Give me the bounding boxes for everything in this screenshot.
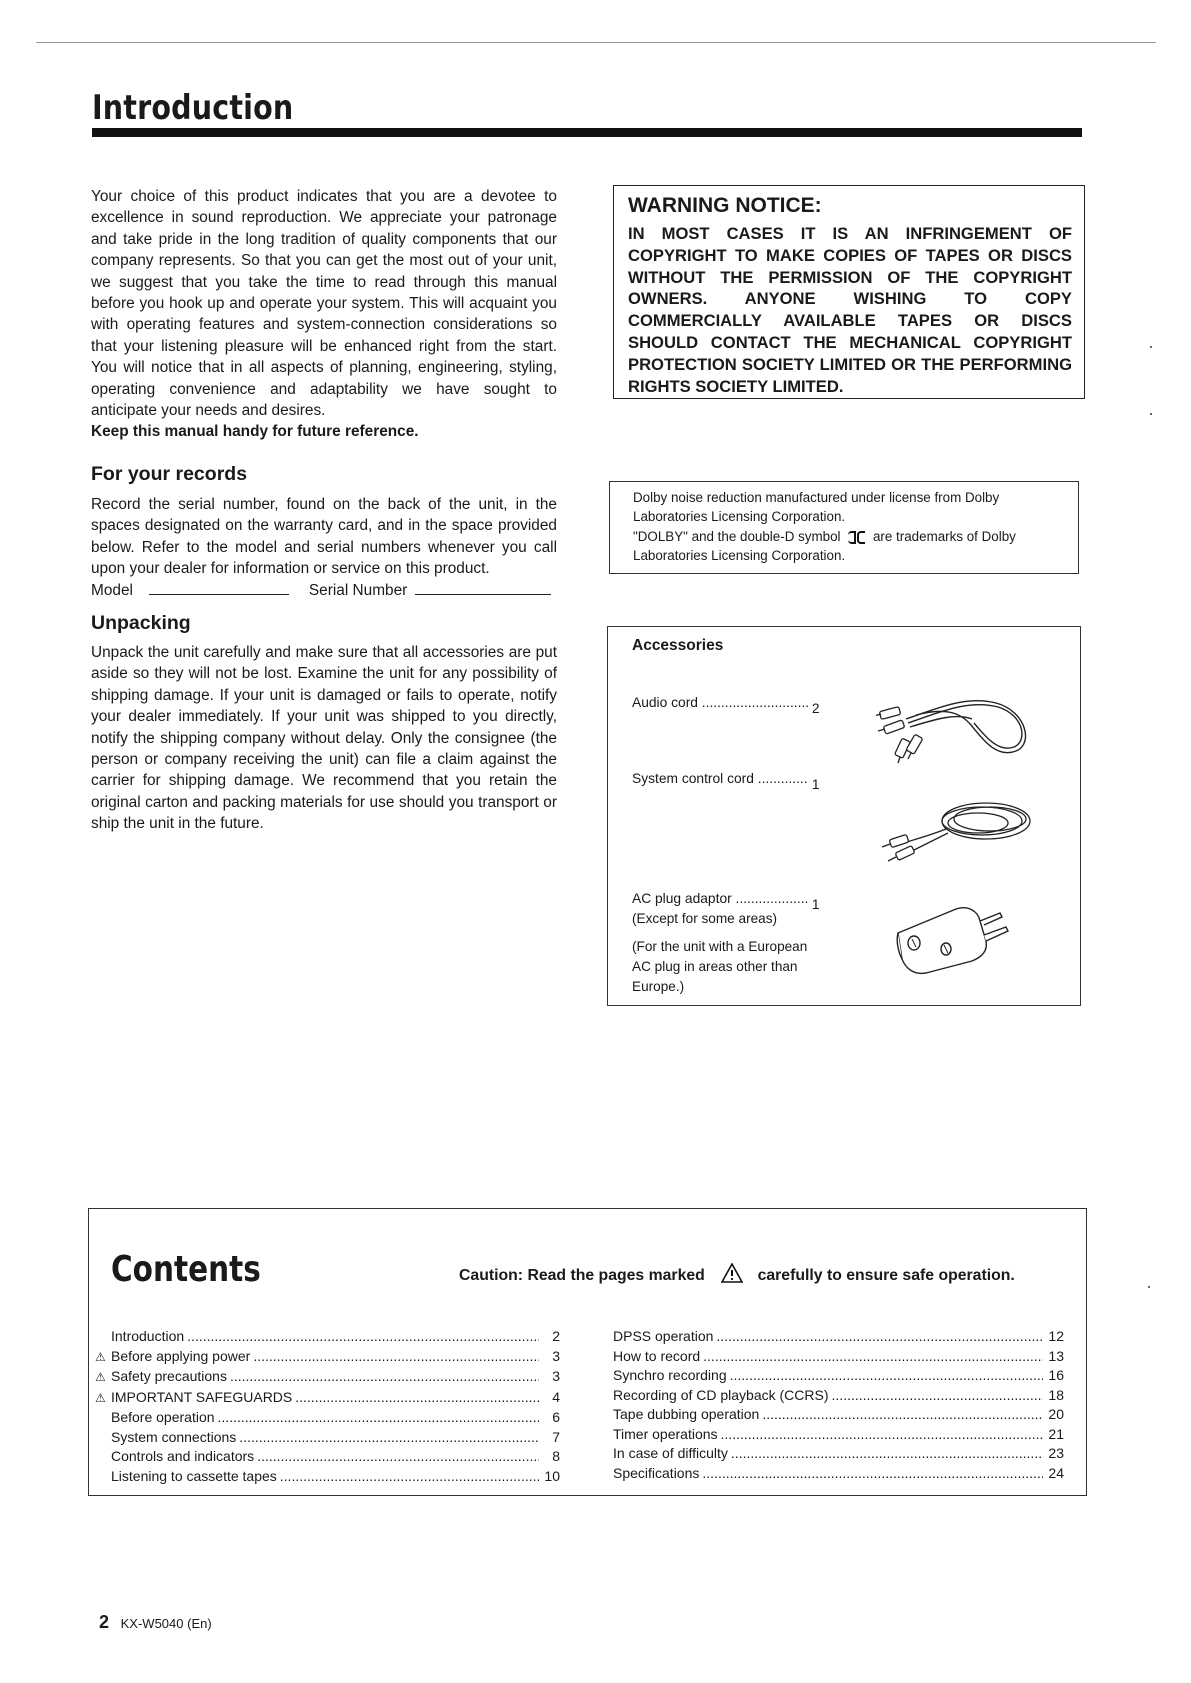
warning-body: IN MOST CASES IT IS AN INFRINGEMENT OF COPYRIGHT TO MAKE COPIES OF TAPES OR DISCS WITHOUT THE PERMISSION OF THE COPYRIGHT OWNERS. ANYONE WISHING TO COPY COMMERCIALLY AVAILABLE TAPES OR DISCS SHOULD CONTACT THE MECHANICAL COPYRIGHT PROTECTION SOCIETY LIMITED OR THE PERFORMING RIGHTS SOCIETY LIMITED. [628, 224, 1072, 396]
toc-page: 18 [1048, 1386, 1064, 1403]
toc-entry[interactable] [613, 1405, 1064, 1425]
toc-label: In case of difficulty [613, 1445, 728, 1461]
toc-entry[interactable] [613, 1366, 1064, 1386]
toc-mark: ⚠ [95, 1349, 106, 1364]
accessory-qty: 2 [811, 701, 820, 716]
scan-speck [1148, 1286, 1150, 1288]
warning-notice-box [613, 185, 1085, 399]
toc-leader [716, 1327, 1043, 1347]
dolby-line-2 [633, 527, 1062, 566]
page-number: 2 [99, 1612, 110, 1632]
unpacking-text: Unpack the unit carefully and make sure that all accessories are put aside so they will not be lost. Examine the unit for any possibility of shipping damage. If your unit is damaged or fails to operate, notify your dealer immediately. If your unit was shipped to you directly, notify the shipping company without delay. Only the consignee (the person or company receiving the unit) can file a claim against the carrier for shipping damage. We recommend that you retain the original carton and packing materials for use should you transport or ship the unit in the future. [91, 643, 557, 833]
toc-page: 13 [1048, 1347, 1064, 1364]
toc-leader [239, 1428, 539, 1448]
toc-page: 4 [552, 1388, 560, 1405]
toc-page: 23 [1048, 1445, 1064, 1461]
toc-entry[interactable] [613, 1386, 1064, 1406]
toc-leader [280, 1467, 539, 1487]
accessory-name: AC plug adaptor ..... [632, 889, 808, 909]
serial-blank-line [415, 594, 551, 595]
toc-page: 21 [1048, 1425, 1064, 1442]
toc-label: IMPORTANT SAFEGUARDS [111, 1388, 293, 1405]
accessory-qty: 1 [811, 777, 820, 792]
accessories-box [607, 626, 1081, 1006]
toc-label: Introduction [111, 1328, 185, 1344]
accessory-name: System control cord ..... [632, 769, 808, 789]
toc-label: Recording of CD playback (CCRS) [613, 1386, 829, 1403]
toc-page: 20 [1048, 1406, 1064, 1422]
toc-right-column [613, 1327, 1064, 1483]
accessories-title: Accessories [632, 637, 724, 654]
double-d-icon [848, 531, 865, 544]
serial-label: Serial Number [308, 581, 408, 599]
toc-page: 16 [1048, 1367, 1064, 1383]
toc-entry[interactable] [613, 1464, 1064, 1484]
top-rule [36, 42, 1156, 43]
toc-label: Before applying power [111, 1347, 251, 1364]
toc-label: Timer operations [613, 1425, 718, 1442]
toc-label: Synchro recording [613, 1367, 727, 1383]
keep-manual-note: Keep this manual handy for future reference. [91, 423, 419, 441]
toc-entry[interactable] [95, 1428, 560, 1448]
caution-text-end: carefully to ensure safe operation. [757, 1267, 1015, 1284]
toc-page: 6 [552, 1409, 560, 1425]
warning-triangle-icon [721, 1263, 743, 1283]
caution-line [459, 1263, 1015, 1285]
accessory-audio-cord [632, 693, 820, 719]
intro-paragraph: Your choice of this product indicates that you are a devotee to excellence in sound reproduction. We appreciate your patronage and take pride in the long tradition of quality components that our company represents. So that you can get the most out of your unit, we suggest that you take the time to read through this manual before you hook up and operate your system. This will acquaint you with operating features and system-connection considerations so that your listening pleasure will be enhanced right from the start. You will notice that in all aspects of planning, engineering, styling, operating convenience and adaptability we have sought to anticipate your needs and desires. [91, 188, 557, 420]
toc-entry[interactable] [95, 1408, 560, 1428]
toc-page: 8 [552, 1448, 560, 1464]
scan-speck [1150, 346, 1152, 348]
toc-leader [187, 1327, 539, 1347]
toc-leader [731, 1444, 1043, 1464]
toc-mark: ⚠ [95, 1370, 106, 1384]
toc-leader [253, 1347, 539, 1367]
toc-leader [295, 1388, 539, 1408]
toc-entry[interactable] [613, 1347, 1064, 1367]
toc-leader [218, 1408, 539, 1428]
adaptor-note-european: (For the unit with a European AC plug in areas other than Europe.) [632, 939, 808, 994]
toc-page: 10 [544, 1467, 560, 1484]
page-footer [99, 1612, 212, 1633]
toc-label: Safety precautions [111, 1368, 227, 1384]
toc-mark: ⚠ [95, 1390, 106, 1405]
records-text: Record the serial number, found on the back of the unit, in the spaces designated on the warranty card, and in the space provided below. Refer to the model and serial numbers whenever you call upon your dealer for information or service on this product. [91, 495, 557, 578]
intro-column [91, 186, 557, 835]
dolby-line-1: Dolby noise reduction manufactured under license from Dolby Laboratories Licensing Corporation. [633, 490, 1000, 525]
toc-page: 3 [552, 1347, 560, 1364]
toc-label: Before operation [111, 1409, 215, 1425]
toc-leader [832, 1386, 1043, 1406]
toc-leader [257, 1447, 539, 1467]
toc-page: 2 [552, 1328, 560, 1344]
model-blank-line [149, 594, 289, 595]
adaptor-note-areas: (Except for some areas) [632, 911, 778, 926]
toc-page: 24 [1048, 1464, 1064, 1481]
toc-entry[interactable] [95, 1327, 560, 1347]
contents-box [88, 1208, 1087, 1496]
toc-entry[interactable] [95, 1347, 560, 1368]
model-label: Model [91, 581, 133, 599]
toc-leader [730, 1366, 1043, 1386]
title-bar [92, 128, 1082, 137]
accessory-qty: 1 [811, 897, 820, 912]
caution-text-start: Caution: Read the pages marked [459, 1267, 705, 1284]
toc-label: DPSS operation [613, 1328, 714, 1344]
system-control-cord-icon [876, 791, 1036, 867]
toc-leader [721, 1425, 1043, 1445]
toc-page: 7 [552, 1428, 560, 1445]
accessory-system-control-cord [632, 769, 820, 795]
toc-label: Specifications [613, 1464, 700, 1481]
records-heading: For your records [91, 462, 248, 485]
warning-title: WARNING NOTICE: [628, 194, 822, 217]
model-code: KX-W5040 (En) [120, 1616, 212, 1631]
dolby-line-2-start: "DOLBY" and the double-D symbol [633, 528, 841, 544]
accessory-name: Audio cord ..... [632, 693, 808, 713]
toc-page: 3 [552, 1368, 560, 1384]
model-serial-row [91, 580, 557, 601]
toc-label: Tape dubbing operation [613, 1406, 760, 1422]
toc-left-column [95, 1327, 560, 1486]
toc-label: Listening to cassette tapes [111, 1467, 277, 1484]
toc-leader [230, 1367, 539, 1387]
page-title: Introduction [92, 88, 294, 128]
contents-title: Contents [111, 1249, 261, 1290]
scan-speck [1150, 413, 1152, 415]
toc-label: How to record [613, 1347, 701, 1364]
toc-leader [702, 1464, 1043, 1484]
toc-leader [703, 1347, 1043, 1367]
toc-leader [762, 1405, 1043, 1425]
toc-entry[interactable] [613, 1444, 1064, 1464]
toc-label: System connections [111, 1428, 237, 1445]
dolby-line-2-end: are trademarks of Dolby Laboratories Licensing Corporation. [633, 528, 1016, 564]
dolby-notice-box [609, 481, 1079, 574]
toc-label: Controls and indicators [111, 1448, 255, 1464]
toc-entry[interactable] [95, 1467, 560, 1487]
toc-entry[interactable] [95, 1388, 560, 1409]
ac-plug-adaptor-icon [886, 897, 1016, 977]
toc-entry[interactable] [613, 1425, 1064, 1445]
audio-cord-icon [876, 689, 1036, 769]
unpacking-heading: Unpacking [91, 611, 191, 634]
toc-entry[interactable] [95, 1447, 560, 1467]
toc-page: 12 [1048, 1328, 1064, 1344]
toc-entry[interactable] [95, 1367, 560, 1388]
toc-entry[interactable] [613, 1327, 1064, 1347]
